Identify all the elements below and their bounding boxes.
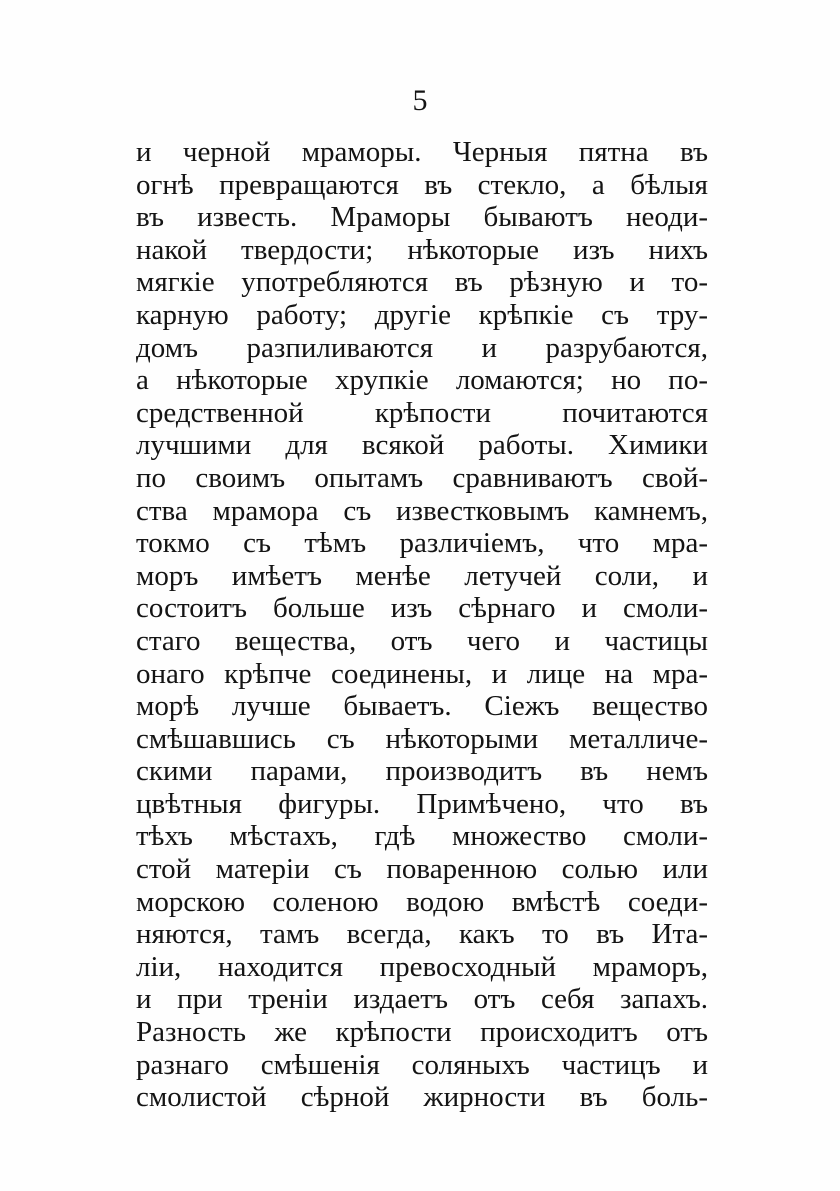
text-line: смѣшавшись съ нѣкоторыми металличе- — [136, 722, 708, 755]
text-line: въ известь. Мраморы бываютъ неоди- — [136, 201, 708, 234]
text-line: скими парами, производитъ въ немъ — [136, 755, 708, 788]
text-line: огнѣ превращаются въ стекло, а бѣлыя — [136, 168, 708, 201]
text-line: Разность же крѣпости происходитъ отъ — [136, 1016, 708, 1049]
text-line: состоитъ больше изъ сѣрнаго и смоли- — [136, 592, 708, 625]
text-line: морскою соленою водою вмѣстѣ соеди- — [136, 885, 708, 918]
text-line: а нѣкоторые хрупкіе ломаются; но по- — [136, 364, 708, 397]
text-line: стой матеріи съ поваренною солью или — [136, 853, 708, 886]
text-line: стаго вещества, отъ чего и частицы — [136, 624, 708, 657]
text-line: цвѣтныя фигуры. Примѣчено, что въ — [136, 787, 708, 820]
page-number: 5 — [412, 84, 428, 117]
text-line: моръ имѣетъ менѣе летучей соли, и — [136, 559, 708, 592]
text-line: морѣ лучше бываетъ. Сіежъ вещество — [136, 690, 708, 723]
text-line: токмо съ тѣмъ различіемъ, что мра- — [136, 527, 708, 560]
text-line: средственной крѣпости почитаются — [136, 396, 708, 429]
text-line: мягкіе употребляются въ рѣзную и то- — [136, 266, 708, 299]
text-line: смолистой сѣрной жирности въ боль- — [136, 1081, 708, 1114]
text-line: няются, тамъ всегда, какъ то въ Ита- — [136, 918, 708, 951]
text-line: карную работу; другіе крѣпкіе съ тру- — [136, 298, 708, 331]
text-line: тѣхъ мѣстахъ, гдѣ множество смоли- — [136, 820, 708, 853]
text-line: лучшими для всякой работы. Химики — [136, 429, 708, 462]
page-text — [136, 136, 708, 1114]
text-line: ліи, находится превосходный мраморъ, — [136, 950, 708, 983]
text-line: и при треніи издаетъ отъ себя запахъ. — [136, 983, 708, 1016]
text-line: и черной мраморы. Черныя пятна въ — [136, 136, 708, 168]
text-line: ства мрамора съ известковымъ камнемъ, — [136, 494, 708, 527]
text-line: домъ разпиливаются и разрубаются, — [136, 331, 708, 364]
text-line: накой твердости; нѣкоторые изъ нихъ — [136, 233, 708, 266]
text-line: онаго крѣпче соединены, и лице на мра- — [136, 657, 708, 690]
text-line: по своимъ опытамъ сравниваютъ свой- — [136, 461, 708, 494]
text-line: разнаго смѣшенія соляныхъ частицъ и — [136, 1048, 708, 1081]
